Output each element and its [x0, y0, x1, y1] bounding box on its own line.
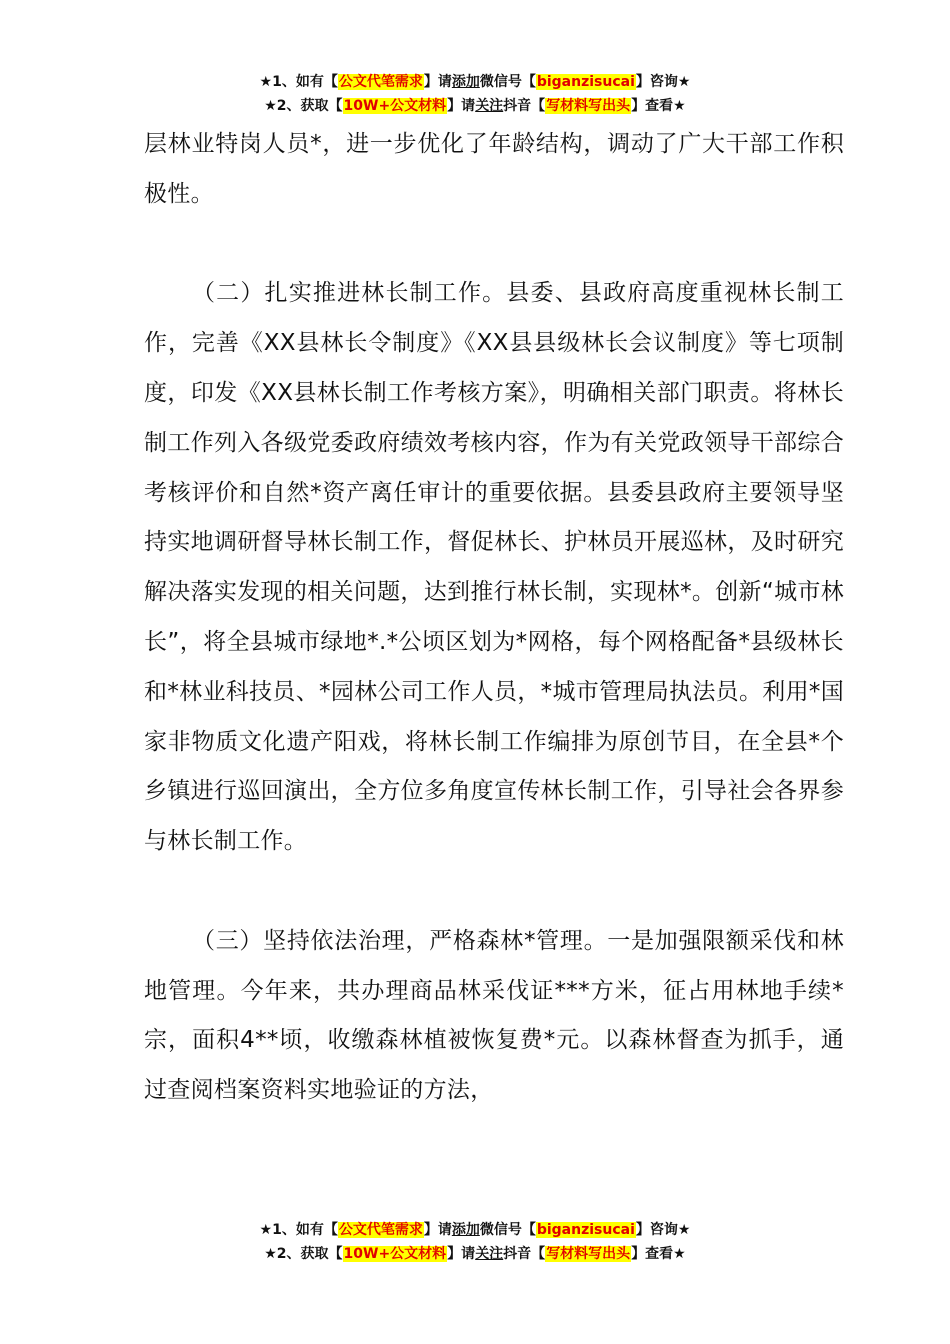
highlight-materials: 10W+公文材料: [343, 98, 447, 114]
highlight-douyin: 写材料写出头: [546, 98, 631, 114]
highlight-douyin: 写材料写出头: [546, 1246, 631, 1262]
banner-line-1: ★1、如有【公文代笔需求】请添加微信号【biganzisucai】咨询★: [259, 74, 691, 90]
banner-line-2: ★2、获取【10W+公文材料】请关注抖音【写材料写出头】查看★: [264, 1246, 686, 1262]
paragraph-gap: [144, 867, 844, 917]
banner-line-1: ★1、如有【公文代笔需求】请添加微信号【biganzisucai】咨询★: [259, 1222, 691, 1238]
highlight-service: 公文代笔需求: [338, 74, 423, 90]
banner-line-2: ★2、获取【10W+公文材料】请关注抖音【写材料写出头】查看★: [264, 98, 686, 114]
highlight-wechat-id: biganzisucai: [536, 74, 635, 90]
document-body: [144, 120, 844, 1116]
highlight-service: 公文代笔需求: [338, 1222, 423, 1238]
paragraph-3: （三）坚持依法治理，严格森林*管理。一是加强限额采伐和林地管理。今年来，共办理商品林采伐证***方米，征占用林地手续*宗，面积4**顷，收缴森林植被恢复费*元。以森林督查为抓手，通过查阅档案资料实地验证的方法，: [144, 927, 844, 1104]
paragraph-2: （二）扎实推进林长制工作。县委、县政府高度重视林长制工作，完善《XX县林长令制度》《XX县县级林长会议制度》等七项制度，印发《XX县林长制工作考核方案》，明确相关部门职责。将林长制工作列入各级党委政府绩效考核内容，作为有关党政领导干部综合考核评价和自然*资产离任审计的重要依据。县委县政府主要领导坚持实地调研督导林长制工作，督促林长、护林员开展巡林，及时研究解决落实发现的相关问题，达到推行林长制，实现林*。创新“城市林长”，将全县城市绿地*.*公顷区划为*网格，每个网格配备*县级林长和*林业科技员、*园林公司工作人员，*城市管理局执法员。利用*国家非物质文化遗产阳戏，将林长制工作编排为原创节目，在全县*个乡镇进行巡回演出，全方位多角度宣传林长制工作，引导社会各界参与林长制工作。: [144, 280, 844, 855]
top-banner: [0, 70, 950, 118]
paragraph-1: 层林业特岗人员*，进一步优化了年龄结构，调动了广大干部工作积极性。: [144, 131, 844, 207]
highlight-wechat-id: biganzisucai: [536, 1222, 635, 1238]
paragraph-gap: [144, 220, 844, 270]
bottom-banner: [0, 1218, 950, 1266]
highlight-materials: 10W+公文材料: [343, 1246, 447, 1262]
